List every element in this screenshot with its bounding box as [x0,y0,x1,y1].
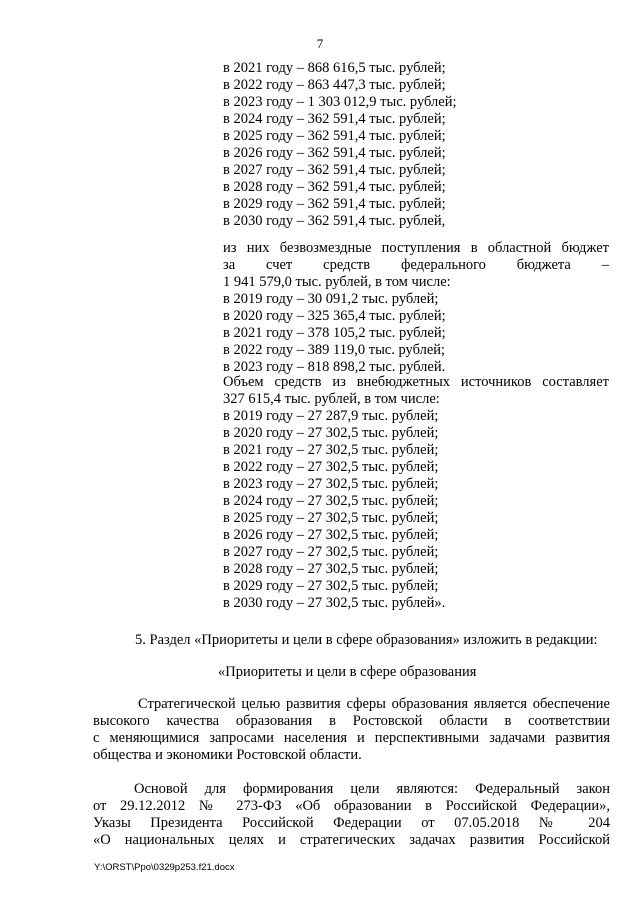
federal-year-line: в 2021 году – 378 105,2 тыс. рублей; [223,325,446,341]
extrabudgetary-intro-line: Объем средств из внебюджетных источников составляет [223,374,609,390]
budget-year-line: в 2023 году – 1 303 012,9 тыс. рублей; [223,94,457,110]
extrabudgetary-year-line: в 2029 году – 27 302,5 тыс. рублей; [223,578,439,594]
budget-year-line: в 2029 году – 362 591,4 тыс. рублей; [223,196,446,212]
extrabudgetary-year-line: в 2028 году – 27 302,5 тыс. рублей; [223,561,439,577]
paragraph-line: высокого качества образования в Ростовской области в соответствии [93,713,610,729]
extrabudgetary-year-line: в 2030 году – 27 302,5 тыс. рублей». [223,595,446,611]
goal-basis-paragraph [93,781,610,849]
extrabudgetary-year-line: в 2025 году – 27 302,5 тыс. рублей; [223,510,439,526]
federal-funding-intro-line: за счет средств федерального бюджета – [223,257,609,273]
federal-year-line: в 2019 году – 30 091,2 тыс. рублей; [223,291,439,307]
extrabudgetary-year-line: в 2019 году – 27 287,9 тыс. рублей; [223,408,439,424]
paragraph-line: общества и экономики Ростовской области. [93,747,362,763]
paragraph-line: с меняющимися запросами населения и перспективными задачами развития [93,730,610,746]
federal-funding-intro-line: из них безвозмездные поступления в областной бюджет [223,240,609,256]
paragraph-line: Стратегической целью развития сферы образования является обеспечение [138,696,610,712]
extrabudgetary-year-line: в 2021 году – 27 302,5 тыс. рублей; [223,442,439,458]
budget-year-line: в 2026 году – 362 591,4 тыс. рублей; [223,145,446,161]
extrabudgetary-year-line: в 2020 году – 27 302,5 тыс. рублей; [223,425,439,441]
budget-year-line: в 2021 году – 868 616,5 тыс. рублей; [223,60,446,76]
federal-funding-list [223,240,609,376]
section-heading: 5. Раздел «Приоритеты и цели в сфере образования» изложить в редакции: [135,632,598,648]
extrabudgetary-year-line: в 2022 году – 27 302,5 тыс. рублей; [223,459,439,475]
budget-year-line: в 2028 году – 362 591,4 тыс. рублей; [223,179,446,195]
budget-year-line: в 2024 году – 362 591,4 тыс. рублей; [223,111,446,127]
extrabudgetary-year-line: в 2023 году – 27 302,5 тыс. рублей; [223,476,439,492]
extrabudgetary-year-line: в 2024 году – 27 302,5 тыс. рублей; [223,493,439,509]
paragraph-line: «О национальных целях и стратегических задачах развития Российской [93,832,610,848]
budget-years-list [223,60,609,230]
strategic-goal-paragraph [93,696,610,764]
paragraph-line: от 29.12.2012 № 273-ФЗ «Об образовании в Российской Федерации», [93,798,610,814]
budget-year-line: в 2030 году – 362 591,4 тыс. рублей, [223,213,446,229]
footer-file-path: Y:\ORST\Ppo\0329p253.f21.docx [94,862,235,873]
federal-year-line: в 2022 году – 389 119,0 тыс. рублей; [223,342,446,358]
paragraph-line: Указы Президента Российской Федерации от 07.05.2018 № 204 [93,815,610,831]
federal-funding-total-line: 1 941 579,0 тыс. рублей, в том числе: [223,274,451,290]
federal-year-line: в 2020 году – 325 365,4 тыс. рублей; [223,308,446,324]
page-number: 7 [316,36,324,51]
extrabudgetary-total-line: 327 615,4 тыс. рублей, в том числе: [223,391,440,407]
extrabudgetary-list [223,374,609,612]
budget-year-line: в 2025 году – 362 591,4 тыс. рублей; [223,128,446,144]
paragraph-line: Основой для формирования цели являются: Федеральный закон [134,781,610,797]
extrabudgetary-year-line: в 2027 году – 27 302,5 тыс. рублей; [223,544,439,560]
extrabudgetary-year-line: в 2026 году – 27 302,5 тыс. рублей; [223,527,439,543]
federal-year-line: в 2023 году – 818 898,2 тыс. рублей. [223,359,446,375]
budget-year-line: в 2022 году – 863 447,3 тыс. рублей; [223,77,446,93]
quote-title: «Приоритеты и цели в сфере образования [218,664,477,680]
budget-year-line: в 2027 году – 362 591,4 тыс. рублей; [223,162,446,178]
